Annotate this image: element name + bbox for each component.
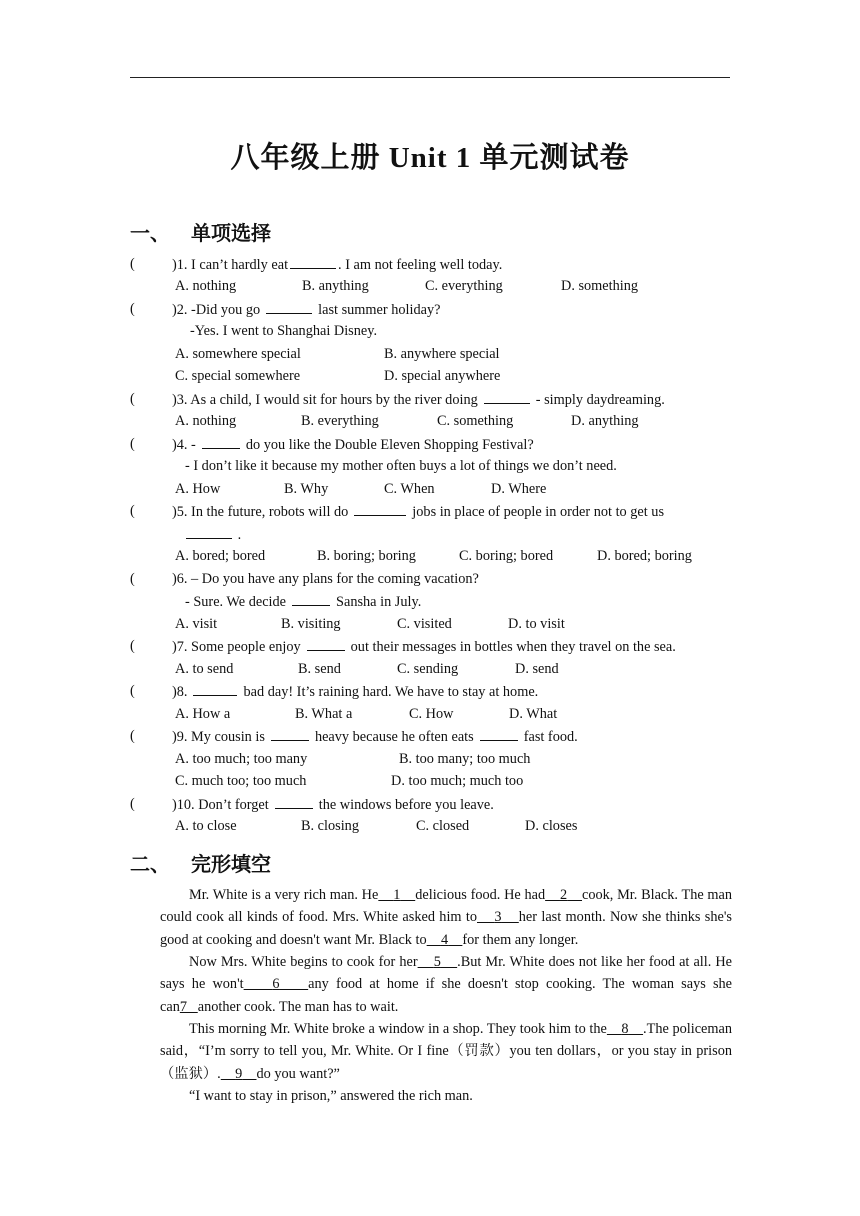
passage-text: do you want?” [256,1065,340,1082]
answer-blank [480,726,518,741]
answer-paren: ( [130,503,135,519]
passage-text: cook, Mr. Black. The man could cook all kinds of food. Mrs. White asked him to [160,887,733,926]
blank-number: 9 [235,1065,243,1082]
stem-text: )7. Some people enjoy [172,639,301,655]
option-c: C. boring; bored [459,548,554,564]
stem-text: )8. [172,684,188,700]
dialogue-reply [185,591,421,612]
option-a: A. too much; too many [175,751,308,767]
header-rule [130,77,730,78]
answer-blank [290,254,336,269]
option-b: B. What a [295,706,353,722]
question-stem [172,726,578,747]
option-b: B. Why [284,481,329,497]
passage-text: .The policeman said，“I’m sorry to tell you, Mr. White. Or I fine（罚款）you ten dollars，or you stay in prison（监狱）. [160,1021,733,1082]
option-b: B. too many; too much [399,751,531,767]
dialogue-reply: - I don’t like it because my mother often buys a lot of things we don’t need. [185,458,617,474]
passage-text: for them any longer. [462,931,579,948]
stem-text: )1. I can’t hardly eat [172,257,289,273]
option-d: D. to visit [508,616,565,632]
cloze-paragraph-3 [160,1018,732,1085]
option-d: D. What [509,706,558,722]
blank-number: 2 [559,887,568,903]
option-b: B. boring; boring [317,548,416,564]
option-c: C. sending [397,661,459,677]
option-b: B. send [298,661,341,677]
cloze-blank [418,954,458,970]
answer-blank [202,434,240,449]
passage-text: .But Mr. White does not like her food at all. He says he won't [160,954,733,993]
stem-text: - Sure. We decide [185,594,287,610]
answer-paren: ( [130,391,135,407]
stem-text: out their messages in bottles when they travel on the sea. [350,639,676,655]
section-number: 一、 [130,221,170,245]
answer-paren: ( [130,571,135,587]
cloze-blank [180,999,198,1015]
option-a: A. to close [175,818,237,834]
answer-blank [307,636,345,651]
answer-blank [186,524,232,539]
stem-text: fast food. [523,729,578,745]
answer-blank [193,681,237,696]
cloze-blank [244,976,309,992]
question-stem [172,299,440,320]
passage-text: another cook. The man has to wait. [197,998,399,1015]
option-a: A. How a [175,706,231,722]
option-c: C. closed [416,818,470,834]
blank-number: 8 [621,1021,629,1037]
answer-paren: ( [130,256,135,272]
question-stem [172,681,538,702]
blank-number: 4 [440,931,449,948]
option-c: C. How [409,706,454,722]
stem-text: jobs in place of people in order not to get us [412,504,665,520]
stem-text: do you like the Double Eleven Shopping Festival? [245,437,534,453]
stem-text: . [237,527,242,543]
stem-text: )4. - [172,437,196,453]
stem-text: )9. My cousin is [172,729,265,745]
stem-text: . I am not feeling well today. [338,257,503,273]
passage-text: any food at home if she doesn't stop cooking. The woman says she can [160,976,733,1015]
cloze-blank [427,932,463,948]
answer-paren: ( [130,301,135,317]
option-d: D. too much; much too [391,773,524,789]
option-d: D. anything [571,413,639,429]
cloze-blank [607,1021,643,1037]
stem-text: last summer holiday? [318,302,441,318]
option-c: C. much too; too much [175,773,307,789]
stem-text: Sansha in July. [336,594,422,610]
question-stem [172,434,534,455]
blank-number: 3 [494,909,502,926]
passage-text: This morning Mr. White broke a window in a shop. They took him to the [189,1021,607,1037]
cloze-blank [378,887,415,903]
question-stem-continued [186,524,241,545]
section-label: 单项选择 [191,221,271,245]
cloze-blank [545,887,582,903]
answer-blank [354,501,406,516]
option-b: B. visiting [281,616,341,632]
answer-blank [292,591,330,606]
option-b: B. everything [301,413,379,429]
option-d: D. closes [525,818,578,834]
answer-paren: ( [130,436,135,452]
option-b: B. anything [302,278,369,294]
passage-text: Now Mrs. White begins to cook for her [189,954,418,970]
option-b: B. anywhere special [384,346,500,362]
option-d: D. bored; boring [597,548,692,564]
blank-number: 6 [272,976,280,993]
answer-paren: ( [130,638,135,654]
option-a: A. How [175,481,221,497]
option-c: C. everything [425,278,503,294]
option-c: C. something [437,413,514,429]
question-stem [172,389,665,410]
answer-paren: ( [130,683,135,699]
answer-blank [271,726,309,741]
page-title: 八年级上册 Unit 1 单元测试卷 [230,142,630,174]
answer-blank [484,389,530,404]
stem-text: )2. -Did you go [172,302,261,318]
option-d: D. Where [491,481,547,497]
section-label: 完形填空 [191,852,271,876]
option-d: D. something [561,278,639,294]
cloze-paragraph-2 [160,951,732,1018]
blank-number: 1 [393,887,401,903]
passage-text: her last month. Now she thinks she's good at cooking and doesn't want Mr. Black to [160,909,732,948]
dialogue-reply: -Yes. I went to Shanghai Disney. [190,323,378,339]
answer-paren: ( [130,728,135,744]
option-a: A. somewhere special [175,346,301,362]
section-heading-1 [130,217,271,246]
option-d: D. send [515,661,559,677]
option-a: A. to send [175,661,234,677]
stem-text: )10. Don’t forget [172,797,269,813]
blank-number: 7 [179,998,187,1015]
question-stem [172,501,664,522]
cloze-paragraph-4 [160,1085,732,1107]
answer-paren: ( [130,796,135,812]
cloze-blank [477,909,519,925]
option-d: D. special anywhere [384,368,501,384]
stem-text: heavy because he often eats [314,729,474,745]
stem-text: - simply daydreaming. [535,392,665,408]
question-stem: )6. – Do you have any plans for the coming vacation? [172,571,479,587]
option-a: A. visit [175,616,218,632]
stem-text: bad day! It’s raining hard. We have to stay at home. [243,684,539,700]
option-a: A. nothing [175,413,237,429]
option-c: C. When [384,481,435,497]
option-a: A. bored; bored [175,548,266,564]
answer-blank [266,299,312,314]
option-c: C. special somewhere [175,368,301,384]
blank-number: 5 [433,954,441,970]
question-stem [172,794,494,815]
passage-text: Mr. White is a very rich man. He [189,887,379,903]
answer-blank [275,794,313,809]
passage-text: delicious food. He had [415,887,546,903]
option-c: C. visited [397,616,452,632]
option-b: B. closing [301,818,359,834]
section-heading-2 [130,848,271,877]
stem-text: the windows before you leave. [318,797,494,813]
question-stem [172,254,502,275]
passage-text: “I want to stay in prison,” answered the rich man. [189,1088,473,1104]
cloze-paragraph-1 [160,884,732,951]
option-a: A. nothing [175,278,237,294]
section-number: 二、 [130,852,170,876]
question-stem [172,636,676,657]
cloze-blank [221,1066,257,1082]
stem-text: )3. As a child, I would sit for hours by the river doing [172,392,478,408]
stem-text: )5. In the future, robots will do [172,504,349,520]
